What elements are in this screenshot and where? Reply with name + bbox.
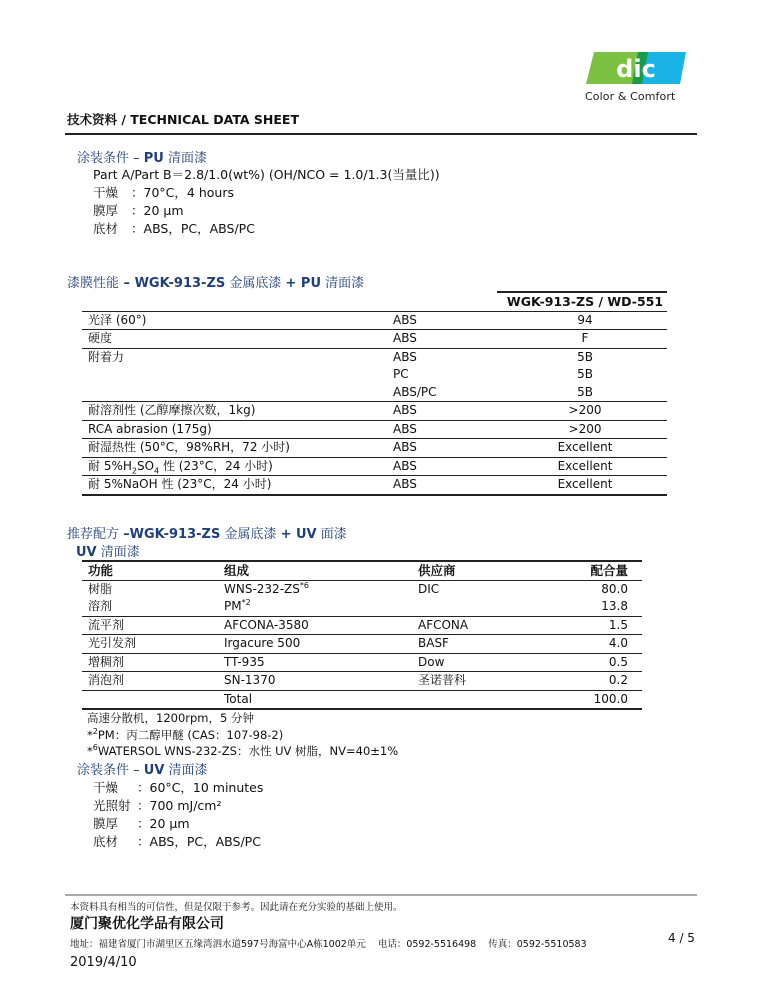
pu-condition-item: 干燥 ：70°C，4 hours <box>93 185 234 200</box>
amount-cell: 1.5 <box>562 616 642 635</box>
component-cell: TT-935 <box>218 653 412 672</box>
amount-cell: 0.2 <box>562 672 642 691</box>
value-cell: 5B <box>577 367 593 382</box>
substrate-cell: ABS <box>387 330 497 349</box>
property-cell: 附着力 <box>88 349 125 364</box>
property-cell: RCA abrasion (175g) <box>82 420 387 439</box>
document-title: 技术资料 / TECHNICAL DATA SHEET <box>67 112 299 127</box>
footer-divider <box>65 894 697 896</box>
disclaimer: 本资料具有相当的可信性，但是仅限于参考。因此请在充分实验的基础上使用。 <box>70 902 403 913</box>
substrate-cell: ABS <box>387 311 497 330</box>
value-cell: 94 <box>497 311 667 330</box>
table-header-row <box>82 292 667 311</box>
film-performance-table <box>82 291 667 496</box>
value-cell: 5B <box>497 384 667 402</box>
table-row <box>82 402 667 421</box>
total-amount: 100.0 <box>562 690 642 709</box>
footnote-2: *$^2$PM：丙二醇甲醚 (CAS：107-98-2) <box>87 727 284 742</box>
substrate-cell: ABS <box>387 439 497 458</box>
column-header-component: 组成 <box>218 561 412 580</box>
property-cell: 硬度 <box>82 330 387 349</box>
table-row <box>82 653 642 672</box>
value-cell: >200 <box>497 402 667 421</box>
header-divider <box>65 133 697 135</box>
uv-condition-item: 底材 ：ABS，PC，ABS/PC <box>93 834 261 849</box>
function-cell: 溶剂 <box>82 598 218 616</box>
component-cell: Irgacure 500 <box>218 635 412 654</box>
pu-conditions-heading: 涂装条件 – PU 清面漆 <box>77 151 208 166</box>
value-cell: Excellent <box>497 439 667 458</box>
property-cell <box>82 384 387 402</box>
formulation-table <box>82 560 642 710</box>
property-cell <box>82 366 387 384</box>
property-cell: 耐溶剂性 (乙醇摩擦次数，1kg) <box>82 402 387 421</box>
total-row <box>82 690 642 709</box>
table-row <box>82 420 667 439</box>
column-header-function: 功能 <box>82 561 218 580</box>
property-cell: 光泽 (60°) <box>82 311 387 330</box>
amount-cell: 4.0 <box>562 635 642 654</box>
component-cell: WNS-232-ZS$^{*6}$ <box>224 580 309 596</box>
page-number: 4 / 5 <box>668 931 695 945</box>
substrate-cell: ABS <box>387 476 497 495</box>
phone: 电话：0592-5516498 <box>377 939 477 950</box>
value-cell: Excellent <box>497 476 667 495</box>
component-cell: PM$^{*2}$ <box>218 598 412 616</box>
pu-condition-item: 膜厚 ：20 μm <box>93 203 184 218</box>
substrate-cell: ABS <box>387 402 497 421</box>
table-row <box>82 580 642 598</box>
table-row <box>82 384 667 402</box>
logo-tagline: Color & Comfort <box>585 90 676 103</box>
substrate-cell: ABS <box>393 349 417 364</box>
supplier-cell: BASF <box>412 635 562 654</box>
substrate-cell: ABS <box>387 420 497 439</box>
amount-cell: 80.0 <box>601 581 628 596</box>
contact-info <box>70 936 599 950</box>
uv-condition-item: 膜厚 ：20 μm <box>93 816 190 831</box>
table-row <box>82 476 667 495</box>
table-row <box>82 635 642 654</box>
total-label: Total <box>218 690 412 709</box>
table-row <box>82 348 667 366</box>
table-row <box>82 598 642 616</box>
column-header-product: WGK-913-ZS / WD-551 <box>497 292 667 311</box>
company-name: 厦门聚优化学品有限公司 <box>70 916 224 932</box>
component-cell: SN-1370 <box>218 672 412 691</box>
amount-cell: 13.8 <box>562 598 642 616</box>
dispersion-note: 高速分散机，1200rpm，5 分钟 <box>87 711 254 725</box>
amount-cell: 0.5 <box>562 653 642 672</box>
uv-conditions-heading: 涂装条件 – UV 清面漆 <box>77 763 208 778</box>
value-cell: Excellent <box>497 457 667 476</box>
table-row <box>82 457 667 476</box>
table-row <box>82 366 667 384</box>
dic-logo <box>586 50 686 86</box>
table-row <box>82 616 642 635</box>
supplier-cell: Dow <box>412 653 562 672</box>
formulation-heading: 推荐配方 –WGK-913-ZS 金属底漆 + UV 面漆 <box>67 527 347 542</box>
supplier-cell: DIC <box>418 581 440 596</box>
table-row <box>82 439 667 458</box>
function-cell: 消泡剂 <box>82 672 218 691</box>
uv-condition-item: 光照射 ：700 mJ/cm² <box>93 798 222 813</box>
component-cell: AFCONA-3580 <box>218 616 412 635</box>
supplier-cell <box>412 598 562 616</box>
substrate-cell: ABS/PC <box>387 384 497 402</box>
function-cell: 流平剂 <box>82 616 218 635</box>
value-cell: 5B <box>577 349 593 364</box>
value-cell: F <box>497 330 667 349</box>
property-cell: 耐 5%NaOH 性 (23°C，24 小时) <box>82 476 387 495</box>
formulation-subheading: UV 清面漆 <box>76 545 140 560</box>
fax: 传真：0592-5510583 <box>488 939 587 950</box>
table-row <box>82 330 667 349</box>
film-performance-heading: 漆膜性能 – WGK-913-ZS 金属底漆 + PU 清面漆 <box>67 276 365 291</box>
document-date: 2019/4/10 <box>70 955 137 970</box>
function-cell: 增稠剂 <box>82 653 218 672</box>
pu-condition-item: 底材 ：ABS，PC，ABS/PC <box>93 221 255 236</box>
supplier-cell: 圣诺普科 <box>412 672 562 691</box>
logo-mark-text: dic <box>616 55 656 83</box>
footnote-6: *$^6$WATERSOL WNS-232-ZS：水性 UV 树脂，NV=40±1% <box>87 743 399 758</box>
column-header-supplier: 供应商 <box>412 561 562 580</box>
table-row <box>82 672 642 691</box>
substrate-cell: ABS <box>387 457 497 476</box>
address: 地址：福建省厦门市湖里区五缘湾泗水道597号海富中心A栋1002单元 <box>70 939 366 950</box>
property-cell: 耐 $5\%H_2SO_4$ 性 (23°C，24 小时) <box>82 457 387 476</box>
substrate-cell: PC <box>393 367 409 382</box>
uv-condition-item: 干燥 ：60°C，10 minutes <box>93 780 264 795</box>
function-cell: 光引发剂 <box>82 635 218 654</box>
table-row <box>82 311 667 330</box>
function-cell: 树脂 <box>88 581 113 596</box>
value-cell: >200 <box>497 420 667 439</box>
supplier-cell: AFCONA <box>412 616 562 635</box>
pu-mix-ratio: Part A/Part B＝2.8/1.0(wt%) (OH/NCO = 1.0/1.3(当量比)) <box>93 167 440 182</box>
table-header-row <box>82 561 642 580</box>
property-cell: 耐湿热性 (50°C，98%RH，72 小时) <box>82 439 387 458</box>
column-header-amount: 配合量 <box>562 561 642 580</box>
